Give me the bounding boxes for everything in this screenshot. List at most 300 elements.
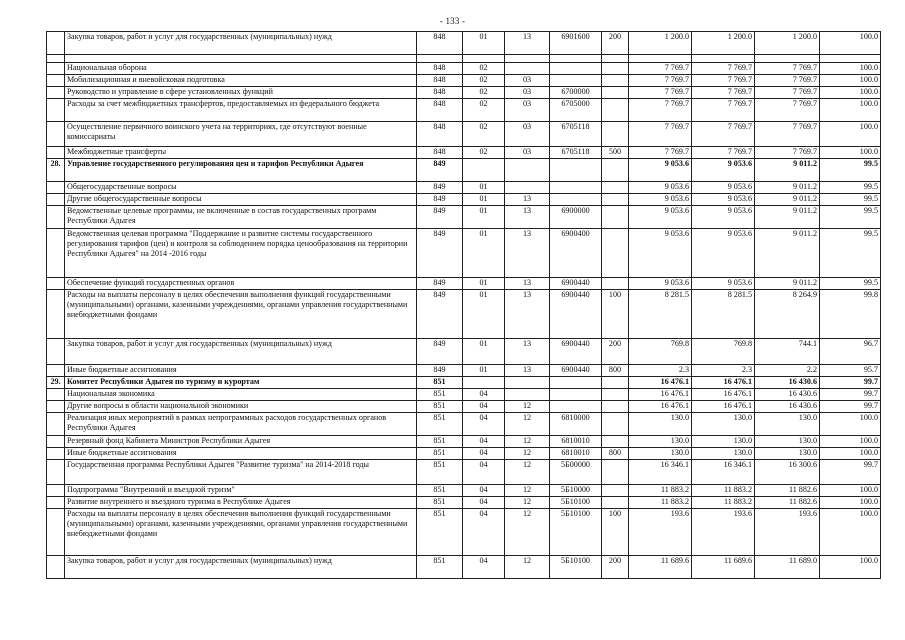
section-code-cell: 04	[463, 448, 505, 460]
row-number-cell	[47, 147, 65, 159]
target-article-code-cell	[550, 75, 602, 87]
executed-amount-cell: 16 430.6	[755, 389, 820, 401]
planned-amount-cell: 16 476.1	[629, 377, 692, 389]
section-code-cell: 01	[463, 229, 505, 278]
section-code-cell: 01	[463, 206, 505, 229]
subsection-code-cell	[505, 389, 550, 401]
executed-amount-cell: 16 430.6	[755, 377, 820, 389]
item-name-cell: Межбюджетные трансферты	[65, 147, 417, 159]
row-number-cell	[47, 122, 65, 147]
section-code-cell: 02	[463, 75, 505, 87]
target-article-code-cell: 6900440	[550, 365, 602, 377]
department-code-cell: 849	[417, 229, 463, 278]
department-code-cell: 851	[417, 436, 463, 448]
executed-amount-cell: 9 011.2	[755, 194, 820, 206]
row-number-cell	[47, 182, 65, 194]
planned-amount-cell: 7 769.7	[629, 87, 692, 99]
row-number-cell	[47, 485, 65, 497]
row-number-cell	[47, 290, 65, 339]
execution-percent-cell: 99.5	[820, 206, 881, 229]
approved-amount-cell: 7 769.7	[692, 63, 755, 75]
section-code-cell: 02	[463, 147, 505, 159]
approved-amount-cell: 9 053.6	[692, 229, 755, 278]
table-row	[47, 55, 881, 63]
execution-percent-cell: 99.7	[820, 401, 881, 413]
item-name-cell: Расходы на выплаты персоналу в целях обеспечения выполнения функций государственными (муниципальными) органами, казенными учреждениями, органами управления государственными внебюджетными фондами	[65, 509, 417, 556]
execution-percent-cell: 99.5	[820, 278, 881, 290]
execution-percent-cell: 100.0	[820, 556, 881, 579]
planned-amount-cell: 11 689.6	[629, 556, 692, 579]
department-code-cell: 848	[417, 99, 463, 122]
subsection-code-cell: 12	[505, 497, 550, 509]
planned-amount-cell: 1 200.0	[629, 32, 692, 55]
table-row	[47, 290, 881, 339]
subsection-code-cell: 12	[505, 401, 550, 413]
target-article-code-cell	[550, 63, 602, 75]
subsection-code-cell	[505, 63, 550, 75]
item-name-cell: Национальная оборона	[65, 63, 417, 75]
department-code-cell	[417, 55, 463, 63]
approved-amount-cell: 16 476.1	[692, 401, 755, 413]
executed-amount-cell: 9 011.2	[755, 229, 820, 278]
execution-percent-cell: 100.0	[820, 497, 881, 509]
execution-percent-cell: 100.0	[820, 87, 881, 99]
executed-amount-cell	[755, 55, 820, 63]
department-code-cell: 848	[417, 32, 463, 55]
item-name-cell: Развитие внутреннего и въездного туризма в Республике Адыгея	[65, 497, 417, 509]
target-article-code-cell: 5Б10000	[550, 485, 602, 497]
item-name-cell: Реализация иных мероприятий в рамках непрограммных расходов государственных органов Республики Адыгея	[65, 413, 417, 436]
table-row	[47, 159, 881, 182]
executed-amount-cell: 9 011.2	[755, 182, 820, 194]
approved-amount-cell: 11 883.2	[692, 485, 755, 497]
planned-amount-cell: 7 769.7	[629, 99, 692, 122]
department-code-cell: 851	[417, 509, 463, 556]
execution-percent-cell: 100.0	[820, 448, 881, 460]
item-name-cell: Ведомственная целевая программа "Поддержание и развитие системы государственного регулирования тарифов (цен) и контроля за соблюдением порядка ценообразования на территории Республики Адыгея" на 2014 -2016 годы	[65, 229, 417, 278]
approved-amount-cell: 9 053.6	[692, 278, 755, 290]
approved-amount-cell: 7 769.7	[692, 147, 755, 159]
section-code-cell: 04	[463, 460, 505, 485]
expense-type-code-cell	[602, 413, 629, 436]
department-code-cell: 851	[417, 485, 463, 497]
department-code-cell: 849	[417, 278, 463, 290]
section-code-cell: 04	[463, 497, 505, 509]
target-article-code-cell: 6900440	[550, 278, 602, 290]
row-number-cell	[47, 55, 65, 63]
row-number-cell	[47, 194, 65, 206]
section-code-cell: 01	[463, 365, 505, 377]
executed-amount-cell: 11 882.6	[755, 497, 820, 509]
item-name-cell: Другие общегосударственные вопросы	[65, 194, 417, 206]
subsection-code-cell: 12	[505, 509, 550, 556]
subsection-code-cell: 03	[505, 87, 550, 99]
planned-amount-cell: 7 769.7	[629, 147, 692, 159]
approved-amount-cell: 7 769.7	[692, 75, 755, 87]
execution-percent-cell: 100.0	[820, 63, 881, 75]
planned-amount-cell: 7 769.7	[629, 63, 692, 75]
section-code-cell: 04	[463, 509, 505, 556]
planned-amount-cell: 16 346.1	[629, 460, 692, 485]
approved-amount-cell: 130.0	[692, 436, 755, 448]
department-code-cell: 849	[417, 182, 463, 194]
subsection-code-cell	[505, 182, 550, 194]
table-row	[47, 401, 881, 413]
planned-amount-cell	[629, 55, 692, 63]
target-article-code-cell: 6705000	[550, 99, 602, 122]
subsection-code-cell: 03	[505, 122, 550, 147]
approved-amount-cell	[692, 55, 755, 63]
planned-amount-cell: 2.3	[629, 365, 692, 377]
section-code-cell: 01	[463, 290, 505, 339]
item-name-cell: Иные бюджетные ассигнования	[65, 365, 417, 377]
department-code-cell: 851	[417, 556, 463, 579]
execution-percent-cell: 100.0	[820, 509, 881, 556]
table-row	[47, 485, 881, 497]
expense-type-code-cell	[602, 55, 629, 63]
execution-percent-cell: 99.7	[820, 460, 881, 485]
section-code-cell: 04	[463, 556, 505, 579]
target-article-code-cell: 6900000	[550, 206, 602, 229]
execution-percent-cell: 99.5	[820, 159, 881, 182]
section-code-cell	[463, 377, 505, 389]
subsection-code-cell: 12	[505, 413, 550, 436]
approved-amount-cell: 7 769.7	[692, 122, 755, 147]
target-article-code-cell: 6810010	[550, 436, 602, 448]
section-code-cell: 04	[463, 401, 505, 413]
table-row	[47, 377, 881, 389]
expense-type-code-cell: 800	[602, 365, 629, 377]
subsection-code-cell: 03	[505, 99, 550, 122]
executed-amount-cell: 1 200.0	[755, 32, 820, 55]
expense-type-code-cell	[602, 122, 629, 147]
execution-percent-cell: 99.8	[820, 290, 881, 339]
department-code-cell: 849	[417, 339, 463, 365]
expense-type-code-cell	[602, 63, 629, 75]
budget-table	[46, 31, 881, 579]
subsection-code-cell	[505, 377, 550, 389]
executed-amount-cell: 8 264.9	[755, 290, 820, 339]
expense-type-code-cell	[602, 436, 629, 448]
approved-amount-cell: 2.3	[692, 365, 755, 377]
section-code-cell: 04	[463, 485, 505, 497]
department-code-cell: 849	[417, 365, 463, 377]
table-row	[47, 87, 881, 99]
planned-amount-cell: 130.0	[629, 413, 692, 436]
expense-type-code-cell: 100	[602, 509, 629, 556]
execution-percent-cell: 100.0	[820, 413, 881, 436]
execution-percent-cell: 100.0	[820, 436, 881, 448]
table-row	[47, 339, 881, 365]
expense-type-code-cell	[602, 159, 629, 182]
subsection-code-cell: 12	[505, 485, 550, 497]
planned-amount-cell: 9 053.6	[629, 229, 692, 278]
table-row	[47, 182, 881, 194]
item-name-cell: Управление государственного регулирования цен и тарифов Республики Адыгея	[65, 159, 417, 182]
department-code-cell: 849	[417, 159, 463, 182]
expense-type-code-cell	[602, 485, 629, 497]
executed-amount-cell: 7 769.7	[755, 63, 820, 75]
approved-amount-cell: 130.0	[692, 448, 755, 460]
item-name-cell: Другие вопросы в области национальной экономики	[65, 401, 417, 413]
expense-type-code-cell: 500	[602, 147, 629, 159]
approved-amount-cell: 130.0	[692, 413, 755, 436]
expense-type-code-cell	[602, 377, 629, 389]
approved-amount-cell: 7 769.7	[692, 87, 755, 99]
item-name-cell: Расходы на выплаты персоналу в целях обеспечения выполнения функций государственными (муниципальными) органами, казенными учреждениями, органами управления государственными внебюджетными фондами	[65, 290, 417, 339]
expense-type-code-cell	[602, 497, 629, 509]
row-number-cell: 29.	[47, 377, 65, 389]
department-code-cell: 848	[417, 63, 463, 75]
department-code-cell: 851	[417, 497, 463, 509]
planned-amount-cell: 16 476.1	[629, 401, 692, 413]
planned-amount-cell: 9 053.6	[629, 278, 692, 290]
approved-amount-cell: 11 883.2	[692, 497, 755, 509]
execution-percent-cell: 100.0	[820, 75, 881, 87]
department-code-cell: 848	[417, 147, 463, 159]
target-article-code-cell: 6900440	[550, 290, 602, 339]
expense-type-code-cell: 100	[602, 290, 629, 339]
expense-type-code-cell	[602, 87, 629, 99]
approved-amount-cell: 9 053.6	[692, 206, 755, 229]
department-code-cell: 849	[417, 290, 463, 339]
item-name-cell: Государственная программа Республики Адыгея "Развитие туризма" на 2014-2018 годы	[65, 460, 417, 485]
executed-amount-cell: 744.1	[755, 339, 820, 365]
approved-amount-cell: 11 689.6	[692, 556, 755, 579]
subsection-code-cell: 13	[505, 365, 550, 377]
section-code-cell: 02	[463, 99, 505, 122]
subsection-code-cell: 03	[505, 75, 550, 87]
row-number-cell	[47, 87, 65, 99]
row-number-cell	[47, 339, 65, 365]
planned-amount-cell: 130.0	[629, 448, 692, 460]
row-number-cell	[47, 448, 65, 460]
executed-amount-cell: 193.6	[755, 509, 820, 556]
item-name-cell: Закупка товаров, работ и услуг для государственных (муниципальных) нужд	[65, 32, 417, 55]
approved-amount-cell: 9 053.6	[692, 182, 755, 194]
subsection-code-cell: 12	[505, 556, 550, 579]
department-code-cell: 851	[417, 401, 463, 413]
executed-amount-cell: 7 769.7	[755, 147, 820, 159]
target-article-code-cell: 6705118	[550, 147, 602, 159]
section-code-cell: 02	[463, 87, 505, 99]
subsection-code-cell: 13	[505, 229, 550, 278]
item-name-cell: Расходы за счет межбюджетных трансфертов, предоставляемых из федерального бюджета	[65, 99, 417, 122]
page-number: - 133 -	[439, 16, 466, 26]
target-article-code-cell: 6700000	[550, 87, 602, 99]
department-code-cell: 851	[417, 413, 463, 436]
target-article-code-cell: 5Б00000	[550, 460, 602, 485]
item-name-cell	[65, 55, 417, 63]
table-row	[47, 122, 881, 147]
planned-amount-cell: 130.0	[629, 436, 692, 448]
execution-percent-cell: 100.0	[820, 122, 881, 147]
executed-amount-cell: 130.0	[755, 436, 820, 448]
section-code-cell: 01	[463, 32, 505, 55]
item-name-cell: Общегосударственные вопросы	[65, 182, 417, 194]
expense-type-code-cell	[602, 194, 629, 206]
target-article-code-cell: 6900400	[550, 229, 602, 278]
planned-amount-cell: 193.6	[629, 509, 692, 556]
execution-percent-cell: 100.0	[820, 147, 881, 159]
department-code-cell: 851	[417, 448, 463, 460]
planned-amount-cell: 11 883.2	[629, 485, 692, 497]
executed-amount-cell: 7 769.7	[755, 122, 820, 147]
expense-type-code-cell	[602, 182, 629, 194]
approved-amount-cell: 16 346.1	[692, 460, 755, 485]
table-row	[47, 448, 881, 460]
row-number-cell	[47, 229, 65, 278]
item-name-cell: Руководство и управление в сфере установленных функций	[65, 87, 417, 99]
row-number-cell	[47, 63, 65, 75]
approved-amount-cell: 9 053.6	[692, 194, 755, 206]
expense-type-code-cell: 200	[602, 556, 629, 579]
planned-amount-cell: 7 769.7	[629, 75, 692, 87]
planned-amount-cell: 7 769.7	[629, 122, 692, 147]
executed-amount-cell: 11 882.6	[755, 485, 820, 497]
item-name-cell: Комитет Республики Адыгея по туризму и курортам	[65, 377, 417, 389]
planned-amount-cell: 8 281.5	[629, 290, 692, 339]
approved-amount-cell: 193.6	[692, 509, 755, 556]
expense-type-code-cell: 800	[602, 448, 629, 460]
execution-percent-cell: 99.5	[820, 194, 881, 206]
section-code-cell	[463, 55, 505, 63]
approved-amount-cell: 8 281.5	[692, 290, 755, 339]
expense-type-code-cell: 200	[602, 339, 629, 365]
execution-percent-cell: 100.0	[820, 32, 881, 55]
approved-amount-cell: 16 476.1	[692, 389, 755, 401]
target-article-code-cell	[550, 377, 602, 389]
subsection-code-cell	[505, 159, 550, 182]
department-code-cell: 851	[417, 389, 463, 401]
table-row	[47, 497, 881, 509]
executed-amount-cell: 7 769.7	[755, 87, 820, 99]
expense-type-code-cell	[602, 460, 629, 485]
item-name-cell: Мобилизационная и вневойсковая подготовка	[65, 75, 417, 87]
table-row	[47, 99, 881, 122]
target-article-code-cell	[550, 182, 602, 194]
table-row	[47, 229, 881, 278]
item-name-cell: Ведомственные целевые программы, не включенные в состав государственных программ Республики Адыгея	[65, 206, 417, 229]
department-code-cell: 848	[417, 87, 463, 99]
table-row	[47, 436, 881, 448]
row-number-cell	[47, 413, 65, 436]
section-code-cell: 01	[463, 278, 505, 290]
item-name-cell: Подпрограмма "Внутренний и въездной туризм"	[65, 485, 417, 497]
item-name-cell: Обеспечение функций государственных органов	[65, 278, 417, 290]
execution-percent-cell: 99.7	[820, 377, 881, 389]
planned-amount-cell: 11 883.2	[629, 497, 692, 509]
target-article-code-cell: 6810000	[550, 413, 602, 436]
expense-type-code-cell	[602, 278, 629, 290]
item-name-cell: Закупка товаров, работ и услуг для государственных (муниципальных) нужд	[65, 339, 417, 365]
row-number-cell	[47, 278, 65, 290]
target-article-code-cell	[550, 55, 602, 63]
target-article-code-cell: 5Б10100	[550, 556, 602, 579]
target-article-code-cell	[550, 389, 602, 401]
row-number-cell	[47, 365, 65, 377]
expense-type-code-cell: 200	[602, 32, 629, 55]
executed-amount-cell: 130.0	[755, 413, 820, 436]
executed-amount-cell: 9 011.2	[755, 159, 820, 182]
row-number-cell	[47, 509, 65, 556]
target-article-code-cell	[550, 401, 602, 413]
table-row	[47, 365, 881, 377]
approved-amount-cell: 7 769.7	[692, 99, 755, 122]
executed-amount-cell: 9 011.2	[755, 278, 820, 290]
expense-type-code-cell	[602, 75, 629, 87]
execution-percent-cell: 95.7	[820, 365, 881, 377]
section-code-cell	[463, 159, 505, 182]
subsection-code-cell: 12	[505, 436, 550, 448]
subsection-code-cell: 03	[505, 147, 550, 159]
planned-amount-cell: 769.8	[629, 339, 692, 365]
row-number-cell	[47, 75, 65, 87]
target-article-code-cell: 6810010	[550, 448, 602, 460]
department-code-cell: 849	[417, 194, 463, 206]
execution-percent-cell: 99.5	[820, 182, 881, 194]
planned-amount-cell: 9 053.6	[629, 182, 692, 194]
execution-percent-cell: 100.0	[820, 99, 881, 122]
target-article-code-cell: 6901600	[550, 32, 602, 55]
department-code-cell: 848	[417, 75, 463, 87]
department-code-cell: 851	[417, 377, 463, 389]
subsection-code-cell: 12	[505, 448, 550, 460]
table-body	[47, 32, 881, 579]
planned-amount-cell: 9 053.6	[629, 206, 692, 229]
table-row	[47, 206, 881, 229]
row-number-cell	[47, 206, 65, 229]
execution-percent-cell	[820, 55, 881, 63]
row-number-cell	[47, 32, 65, 55]
item-name-cell: Закупка товаров, работ и услуг для государственных (муниципальных) нужд	[65, 556, 417, 579]
subsection-code-cell: 13	[505, 278, 550, 290]
planned-amount-cell: 16 476.1	[629, 389, 692, 401]
planned-amount-cell: 9 053.6	[629, 194, 692, 206]
table-row	[47, 75, 881, 87]
expense-type-code-cell	[602, 206, 629, 229]
table-row	[47, 509, 881, 556]
executed-amount-cell: 11 689.0	[755, 556, 820, 579]
execution-percent-cell: 99.7	[820, 389, 881, 401]
table-row	[47, 63, 881, 75]
expense-type-code-cell	[602, 389, 629, 401]
section-code-cell: 04	[463, 413, 505, 436]
executed-amount-cell: 7 769.7	[755, 75, 820, 87]
section-code-cell: 04	[463, 436, 505, 448]
approved-amount-cell: 1 200.0	[692, 32, 755, 55]
executed-amount-cell: 130.0	[755, 448, 820, 460]
table-row	[47, 389, 881, 401]
item-name-cell: Резервный фонд Кабинета Министров Республики Адыгея	[65, 436, 417, 448]
subsection-code-cell: 13	[505, 290, 550, 339]
subsection-code-cell: 13	[505, 339, 550, 365]
execution-percent-cell: 96.7	[820, 339, 881, 365]
executed-amount-cell: 16 300.6	[755, 460, 820, 485]
subsection-code-cell: 13	[505, 32, 550, 55]
execution-percent-cell: 99.5	[820, 229, 881, 278]
planned-amount-cell: 9 053.6	[629, 159, 692, 182]
department-code-cell: 851	[417, 460, 463, 485]
executed-amount-cell: 2.2	[755, 365, 820, 377]
executed-amount-cell: 9 011.2	[755, 206, 820, 229]
section-code-cell: 02	[463, 122, 505, 147]
row-number-cell	[47, 556, 65, 579]
table-row	[47, 147, 881, 159]
target-article-code-cell: 5Б10100	[550, 509, 602, 556]
row-number-cell	[47, 497, 65, 509]
row-number-cell	[47, 460, 65, 485]
